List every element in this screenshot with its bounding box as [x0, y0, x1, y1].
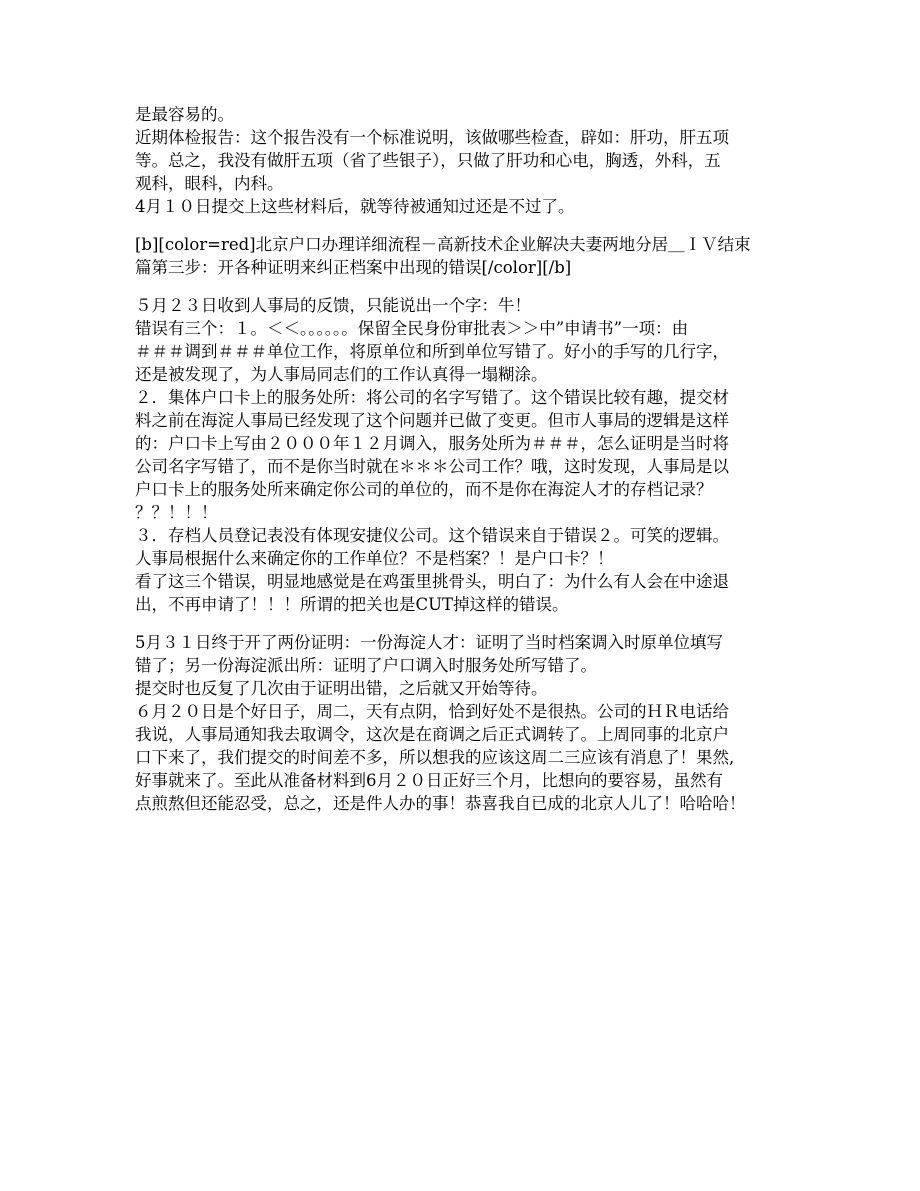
text-line: ？？！！！	[135, 503, 218, 522]
text-line: ６月２０日是个好日子，周二，天有点阴，恰到好处不是很热。公司的ＨＲ电话给	[135, 702, 729, 721]
text-line: ３．存档人员登记表没有体现安捷仪公司。这个错误来自于错误２。可笑的逻辑。	[135, 526, 729, 545]
paragraph-gap	[135, 218, 805, 233]
text-line: 料之前在海淀人事局已经发现了这个问题并已做了变更。但市人事局的逻辑是这样	[135, 411, 729, 430]
text-line: 等。总之，我没有做肝五项（省了些银子），只做了肝功和心电，胸透，外科，五	[135, 151, 721, 170]
text-line: 5月３１日终于开了两份证明：一份海淀人才：证明了当时档案调入时原单位填写	[135, 633, 723, 652]
text-line: 提交时也反复了几次由于证明出错，之后就又开始等待。	[135, 679, 548, 698]
text-line: 近期体检报告：这个报告没有一个标准说明，该做哪些检查，辟如：肝功，肝五项	[135, 128, 729, 147]
text-line: 人事局根据什么来确定你的工作单位？不是档案？！是户口卡？！	[135, 549, 614, 568]
text-line: ２．集体户口卡上的服务处所：将公司的名字写错了。这个错误比较有趣，提交材	[135, 388, 729, 407]
text-line: ５月２３日收到人事局的反馈，只能说出一个字：牛！	[135, 296, 531, 315]
text-line: 4月１０日提交上这些材料后，就等待被通知过还是不过了。	[135, 197, 575, 216]
text-line: 好事就来了。至此从准备材料到6月２０日正好三个月，比想向的要容易，虽然有	[135, 771, 723, 790]
text-line: 看了这三个错误，明显地感觉是在鸡蛋里挑骨头，明白了：为什么有人会在中途退	[135, 572, 729, 591]
text-line: 是最容易的。	[135, 105, 234, 124]
text-line: 错误有三个：１。＜＜。。。。。。保留全民身份审批表＞＞中”申请书”一项：由	[135, 319, 689, 338]
paragraph-gap	[135, 279, 805, 294]
text-line: 户口卡上的服务处所来确定你公司的单位的，而不是你在海淀人才的存档记录？	[135, 480, 713, 499]
section-heading-line: 篇第三步：开各种证明来纠正档案中出现的错误[/color][/b]	[135, 258, 572, 277]
text-line: 观科，眼科，内科。	[135, 174, 284, 193]
text-line: 错了；另一份海淀派出所：证明了户口调入时服务处所写错了。	[135, 656, 597, 675]
text-line: 的：户口卡上写由２０００年１２月调入，服务处所为＃＃＃，怎么证明是当时将	[135, 434, 729, 453]
text-line: ＃＃＃调到＃＃＃单位工作，将原单位和所到单位写错了。好小的手写的几行字，	[135, 342, 729, 361]
document-body	[135, 103, 805, 815]
text-line: 口下来了，我们提交的时间差不多，所以想我的应该这周二三应该有消息了！果然,	[135, 748, 735, 767]
paragraph-gap	[135, 616, 805, 631]
text-line: 我说，人事局通知我去取调令，这次是在商调之后正式调转了。上周同事的北京户	[135, 725, 729, 744]
text-line: 出，不再申请了！！！所谓的把关也是CUT掉这样的错误。	[135, 595, 569, 614]
text-line: 还是被发现了，为人事局同志们的工作认真得一塌糊涂。	[135, 365, 548, 384]
text-line: 公司名字写错了，而不是你当时就在＊＊＊公司工作？哦，这时发现，人事局是以	[135, 457, 729, 476]
section-heading-line: [b][color=red]北京户口办理详细流程－高新技术企业解决夫妻两地分居＿ＩＶ结束	[135, 235, 751, 254]
text-line: 点煎熬但还能忍受，总之，还是件人办的事！恭喜我自已成的北京人儿了！哈哈哈！	[135, 794, 746, 813]
